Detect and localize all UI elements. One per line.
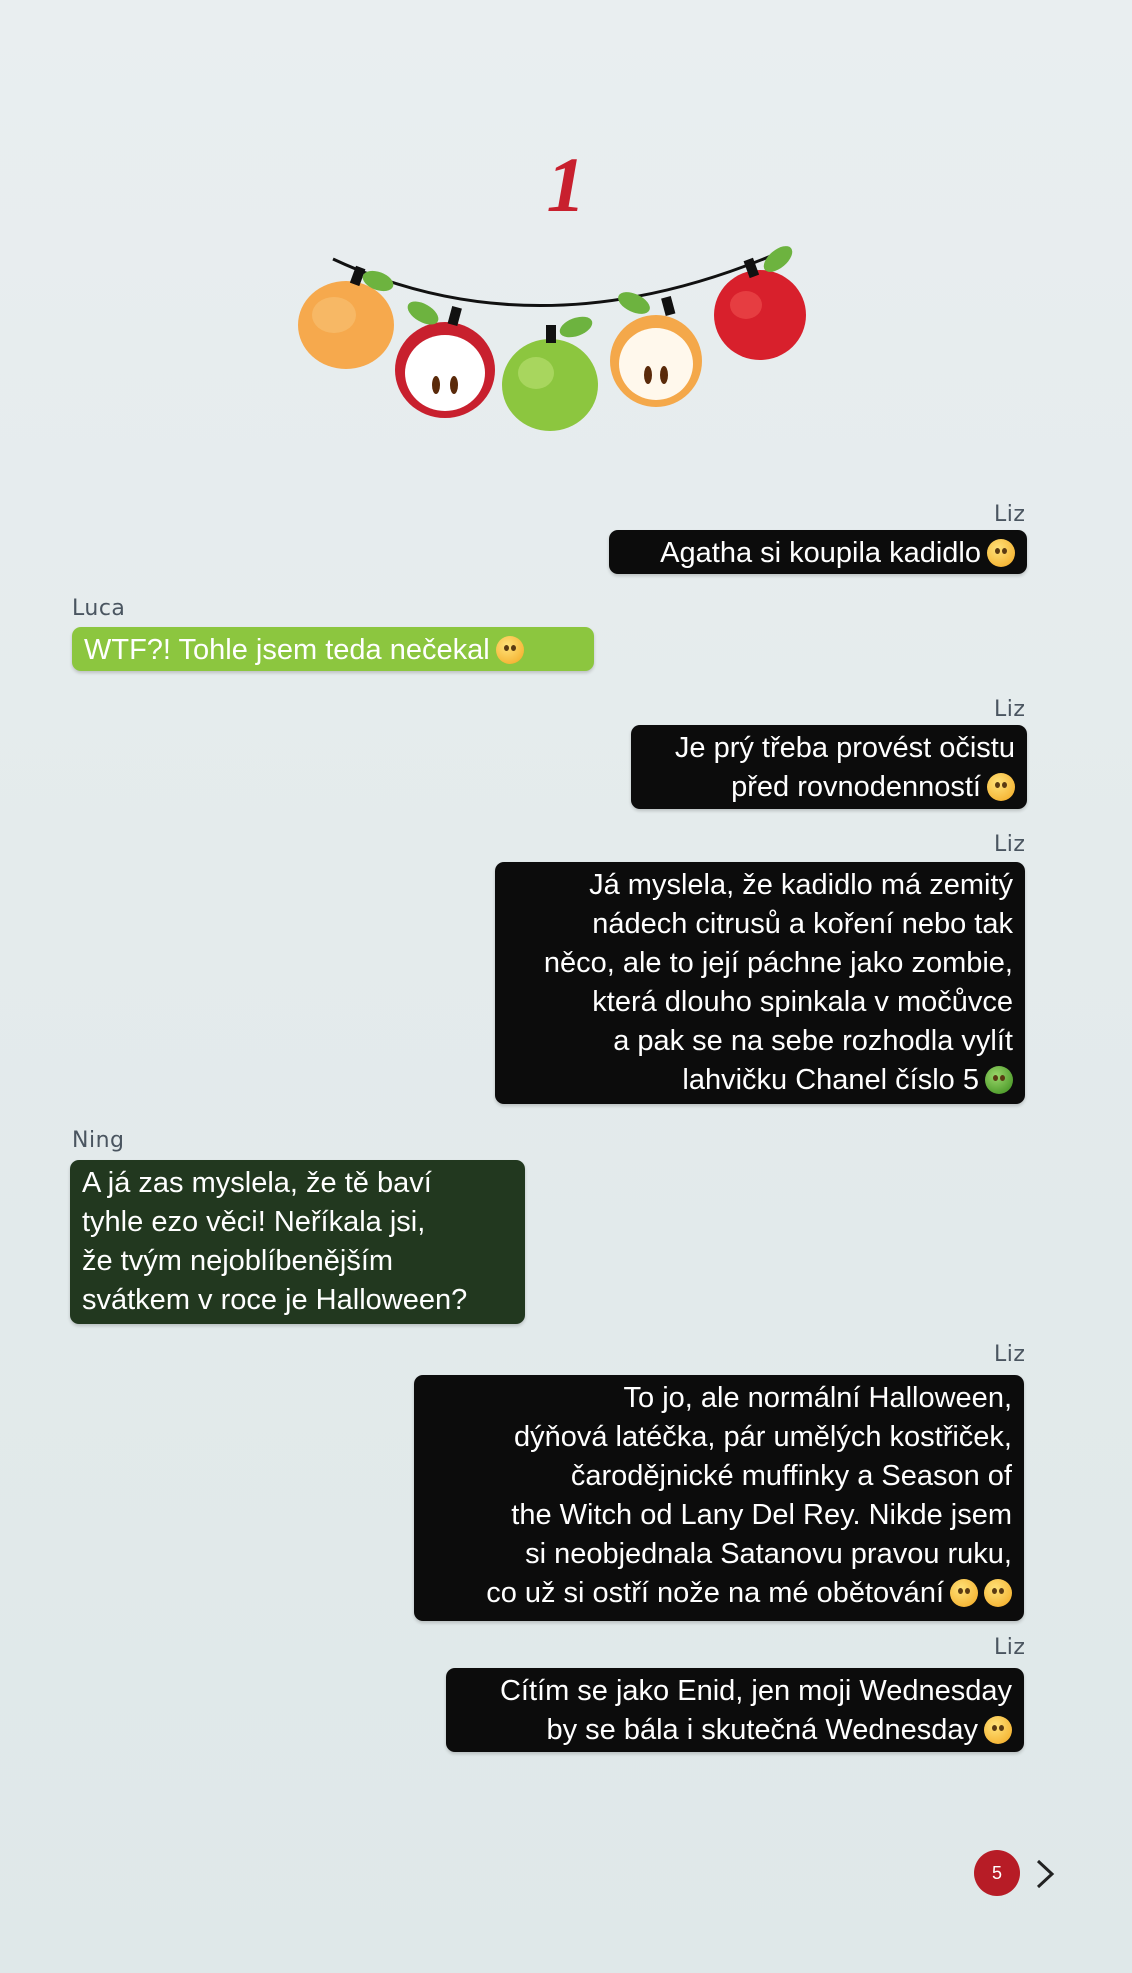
message-bubble — [70, 1160, 525, 1324]
message-line: WTF?! Tohle jsem teda nečekal — [84, 634, 490, 666]
message-line: svátkem v roce je Halloween? — [82, 1284, 468, 1316]
message-line: co už si ostří nože na mé obětování — [486, 1577, 944, 1609]
message-line: A já zas myslela, že tě baví — [82, 1167, 432, 1199]
message-line: Já myslela, že kadidlo má zemitý — [589, 869, 1013, 901]
message-line: že tvým nejoblíbenějším — [82, 1245, 394, 1277]
message-line: něco, ale to její páchne jako zombie, — [543, 947, 1013, 979]
astonished-face-icon — [496, 636, 524, 664]
sender-label: Luca — [72, 596, 126, 621]
sender-label: Ning — [72, 1128, 125, 1153]
message-line: To jo, ale normální Halloween, — [623, 1382, 1012, 1414]
message-line: si neobjednala Satanovu pravou ruku, — [525, 1538, 1012, 1570]
message-line: Je prý třeba provést očistu — [674, 732, 1015, 764]
message-bubble — [495, 862, 1025, 1104]
message-line: čarodějnické muffinky a Season of — [570, 1460, 1012, 1492]
message-line: Agatha si koupila kadidlo — [660, 537, 981, 569]
sender-label: Liz — [994, 832, 1026, 857]
message-bubble — [414, 1375, 1024, 1621]
sender-label: Liz — [994, 1635, 1026, 1660]
message-bubble — [72, 627, 594, 671]
page-number: 5 — [974, 1850, 1020, 1896]
message-line: tyhle ezo věci! Neříkala jsi, — [82, 1206, 426, 1238]
message-line: a pak se na sebe rozhodla vylít — [613, 1025, 1013, 1057]
message-line: the Witch od Lany Del Rey. Nikde jsem — [511, 1499, 1012, 1531]
message-bubble — [446, 1668, 1024, 1752]
nauseated-face-icon — [985, 1066, 1013, 1094]
grimacing-face-icon — [984, 1579, 1012, 1607]
chevron-right-icon[interactable] — [1030, 1857, 1060, 1891]
sender-label: Liz — [994, 697, 1026, 722]
chapter-number: 1 — [546, 141, 586, 228]
grimacing-face-icon — [984, 1716, 1012, 1744]
message-line: která dlouho spinkala v močůvce — [592, 986, 1013, 1018]
message-line: by se bála i skutečná Wednesday — [546, 1714, 978, 1746]
sender-label: Liz — [994, 1342, 1026, 1367]
message-line: nádech citrusů a koření nebo tak — [592, 908, 1013, 940]
message-line: dýňová latéčka, pár umělých kostřiček, — [513, 1421, 1012, 1453]
message-bubble — [631, 725, 1027, 809]
flushed-face-icon — [987, 539, 1015, 567]
message-bubble — [609, 530, 1027, 574]
sender-label: Liz — [994, 502, 1026, 527]
drooling-face-icon — [950, 1579, 978, 1607]
message-line: před rovnodenností — [731, 771, 981, 803]
face-screaming-in-fear-icon — [987, 773, 1015, 801]
message-line: Cítím se jako Enid, jen moji Wednesday — [499, 1675, 1012, 1707]
apple-garland-illustration — [288, 245, 818, 445]
message-line: lahvičku Chanel číslo 5 — [682, 1064, 979, 1096]
